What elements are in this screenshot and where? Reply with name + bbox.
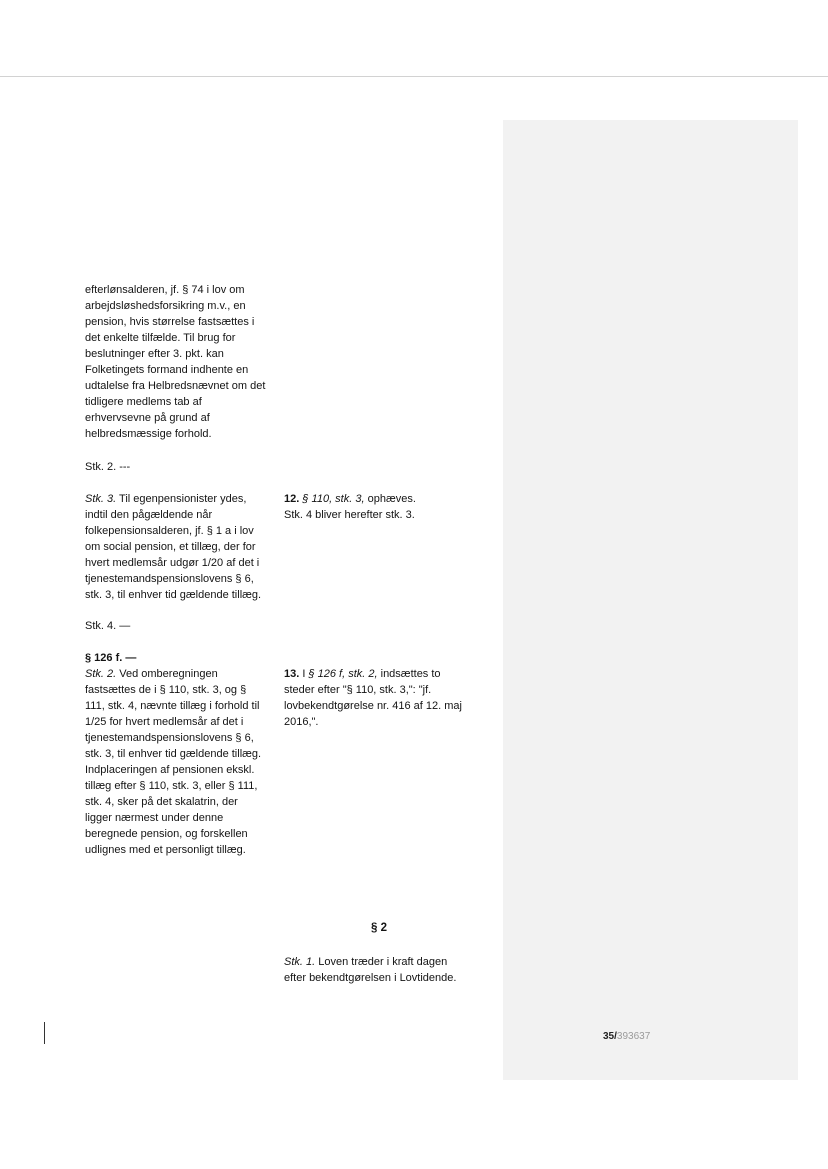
page-number — [603, 1031, 650, 1042]
s126f-stk2-text: Ved omberegningen fastsættes de i § 110, stk. 3, og § 111, stk. 4, nævnte tillæg i forhold til 1/25 for hvert medlemsår af det i tjenestemandspensionslovens § 6, stk. 3, til enhver tid gældende tillæg. Indplaceringen af pensionen ekskl. tillæg efter § 110, stk. 3, eller § 111, stk. 4, sker på det skalatrin, der ligger nærmest under denne beregnede pension, og forskellen udlignes med et personligt tillæg. — [85, 668, 262, 856]
current-law-s126f — [85, 650, 280, 858]
stk4-paragraph: Stk. 4. — — [85, 620, 131, 632]
s126f-stk2-label: Stk. 2. — [85, 668, 117, 680]
stk2-paragraph: Stk. 2. --- — [85, 461, 131, 473]
page-number-prefix: 35/ — [603, 1031, 617, 1042]
section-2-stk1 — [284, 954, 494, 986]
item13-text: indsættes to steder efter "§ 110, stk. 3,": "jf. lovbekendtgørelse nr. 416 af 12. maj 2016,". — [284, 668, 462, 728]
item12-ref: § 110, stk. 3, — [302, 493, 365, 505]
item12-text: ophæves. Stk. 4 bliver herefter stk. 3. — [284, 493, 416, 521]
current-law-stk2 — [85, 459, 280, 475]
item13-pre: I — [299, 668, 309, 680]
top-rule — [0, 76, 828, 77]
item12-paragraph — [284, 491, 494, 523]
amendment-item-13 — [284, 666, 494, 730]
s126f-stk2-paragraph — [85, 666, 280, 858]
section2-stk1-label: Stk. 1. — [284, 956, 316, 968]
page-number-suffix: 393637 — [616, 1031, 651, 1042]
s126f-heading: § 126 f. — — [85, 652, 137, 664]
item13-number: 13. — [284, 668, 300, 680]
current-law-intro — [85, 282, 280, 442]
item12-number: 12. — [284, 493, 300, 505]
current-law-stk3 — [85, 491, 280, 603]
item13-ref: § 126 f, stk. 2, — [308, 668, 378, 680]
stk3-paragraph — [85, 491, 280, 603]
comment-margin-panel — [503, 120, 798, 1080]
section-2-heading: § 2 — [371, 922, 387, 934]
section2-stk1-paragraph — [284, 954, 494, 986]
margin-change-bar — [44, 1022, 45, 1044]
current-law-stk4 — [85, 618, 280, 634]
intro-paragraph: efterlønsalderen, jf. § 74 i lov om arbejdsløshedsforsikring m.v., en pension, hvis størrelse fastsættes i det enkelte tilfælde. Til brug for beslutninger efter 3. pkt. kan Folketingets formand indhente en udtalelse fra Helbredsnævnet om det tidligere medlems tab af erhvervsevne på grund af helbredsmæssige forhold. — [85, 284, 266, 440]
section2-stk1-text: Loven træder i kraft dagen efter bekendtgørelsen i Lovtidende. — [284, 956, 457, 984]
item13-paragraph — [284, 666, 494, 730]
amendment-item-12 — [284, 491, 494, 523]
stk3-label: Stk. 3. — [85, 493, 117, 505]
stk3-text: Til egenpensionister ydes, indtil den pågældende når folkepensionsalderen, jf. § 1 a i lov om social pension, et tillæg, der for hvert medlemsår udgør 1/20 af det i tjenestemandspensionslovens § 6, stk. 3, til enhver tid gældende tillæg. — [85, 493, 262, 601]
